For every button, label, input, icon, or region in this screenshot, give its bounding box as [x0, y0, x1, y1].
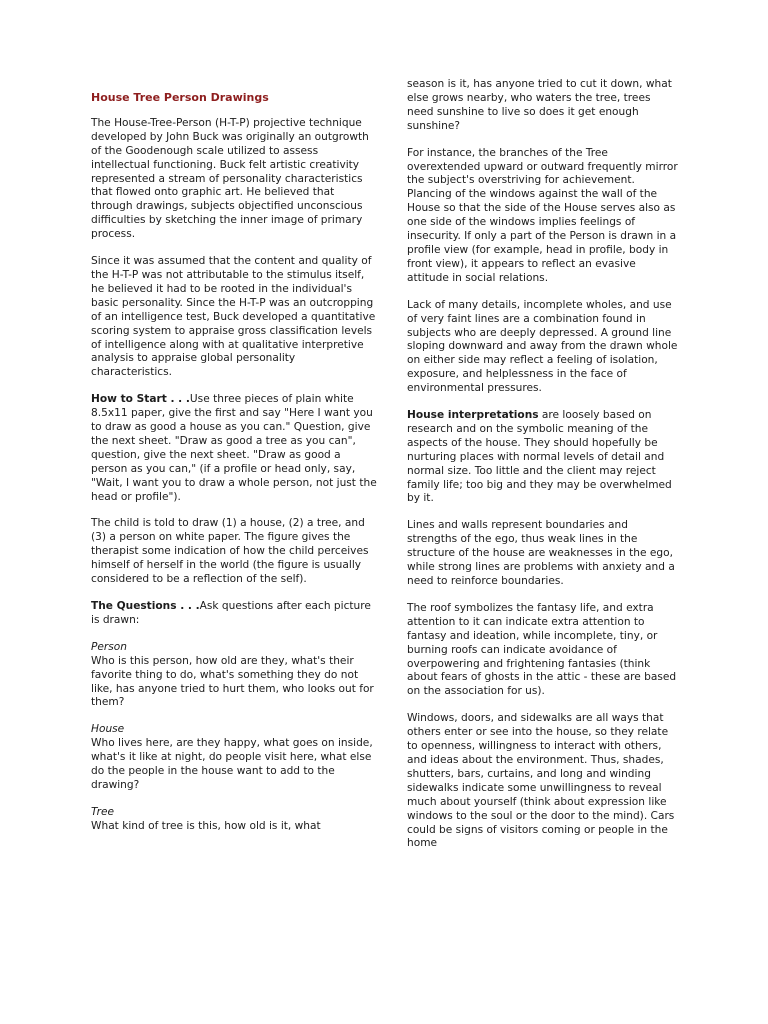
right-column: [407, 78, 679, 864]
roof-paragraph: The roof symbolizes the fantasy life, and extra attention to it can indicate extra attention to fantasy and ideation, while incomplete, tiny, or burning roofs can indicate avoidance of overpowering and frightening fantasies (think about fears of ghosts in the attic - these are based on the association for us).: [407, 601, 677, 698]
assumption-paragraph: Since it was assumed that the content and quality of the H-T-P was not attributable to the stimulus itself, he believed it had to be rooted in the individual's basic personality. Since the H-T-P was an outcropping of an intelligence test, Buck developed a quantitative scoring system to appraise gross classification levels of intelligence along with at qualitative interpretive analysis to appraise global personality characteristics.: [91, 255, 376, 379]
house-interpretations-text: are loosely based on research and on the symbolic meaning of the aspects of the house. They should hopefully be nurturing places with normal levels of detail and normal size. Too little and the client may reject family life; too big and they may be overwhelmed by it.: [407, 409, 672, 505]
how-to-start-paragraph: [91, 393, 378, 504]
house-text: Who lives here, are they happy, what goes on inside, what's it like at night, do people visit here, what else do the people in the house want to add to the drawing?: [91, 737, 373, 791]
tree-questions-continued: season is it, has anyone tried to cut it down, what else grows nearby, who waters the tree, trees need sunshine to live so does it get enough sunshine?: [407, 78, 672, 132]
document-title: House Tree Person Drawings: [91, 91, 269, 104]
tree-label: Tree: [91, 805, 115, 818]
how-to-start-text: Use three pieces of plain white 8.5x11 paper, give the first and say "Here I want you to draw as good a house as you can." Question, give the next sheet. "Draw as good a tree as you can", question, give the next sheet. "Draw as good a person as you can," (if a profile or head only, say, "Wait, I want you to draw a whole person, not just the head or profile").: [91, 393, 377, 503]
lines-walls-paragraph: Lines and walls represent boundaries and strengths of the ego, thus weak lines in the structure of the house are weaknesses in the ego, while strong lines are problems with anxiety and a need to reinforce boundaries.: [407, 519, 675, 587]
how-to-start-label: How to Start . . .: [91, 393, 190, 406]
child-instructions-paragraph: The child is told to draw (1) a house, (2) a tree, and (3) a person on white paper. The figure gives the therapist some indication of how the child perceives himself of herself in the world (the figure is usually considered to be a reflection of the self).: [91, 517, 369, 586]
house-questions: [91, 723, 378, 793]
left-column: [91, 80, 378, 847]
tree-questions: [91, 806, 378, 834]
person-questions: [91, 641, 378, 711]
person-label: Person: [91, 640, 127, 653]
house-interpretations-label: House interpretations: [407, 409, 539, 422]
questions-label: The Questions . . .: [91, 600, 200, 612]
house-interpretations-paragraph: [407, 409, 679, 506]
questions-paragraph: [91, 600, 378, 628]
windows-doors-paragraph: Windows, doors, and sidewalks are all ways that others enter or see into the house, so they relate to openness, willingness to interact with others, and ideas about the environment. Thus, shades, shutters, bars, curtains, and long and winding sidewalks indicate some unwillingness to reveal much about yourself (think about expression like windows to the soul or the door to the mind). Cars could be signs of visitors coming or people in the home: [407, 712, 675, 850]
depression-paragraph: Lack of many details, incomplete wholes, and use of very faint lines are a combination found in subjects who are deeply depressed. A ground line sloping downward and away from the drawn whole on either side may reflect a feeling of isolation, exposure, and helplessness in the face of environmental pressures.: [407, 298, 678, 395]
intro-paragraph: The House-Tree-Person (H-T-P) projective technique developed by John Buck was originally an outgrowth of the Goodenough scale utilized to assess intellectual functioning. Buck felt artistic creativity represented a stream of personality characteristics that flowed onto graphic art. He believed that through drawings, subjects objectified unconscious difficulties by sketching the inner image of primary process.: [91, 116, 369, 241]
house-label: House: [91, 723, 125, 736]
tree-text: What kind of tree is this, how old is it, what: [91, 819, 321, 832]
person-text: Who is this person, how old are they, what's their favorite thing to do, what's something they do not like, has anyone tried to hurt them, who looks out for them?: [91, 654, 374, 709]
instance-paragraph: For instance, the branches of the Tree overextended upward or outward frequently mirror the subject's overstriving for achievement. Plancing of the windows against the wall of the House so that the side of the House serves also as one side of the windows implies feelings of insecurity. If only a part of the Person is drawn in a profile view (for example, head in profile, body in front view), it appears to reflect an evasive attitude in social relations.: [407, 146, 678, 284]
questions-text: Ask questions after each picture is drawn:: [91, 600, 371, 626]
